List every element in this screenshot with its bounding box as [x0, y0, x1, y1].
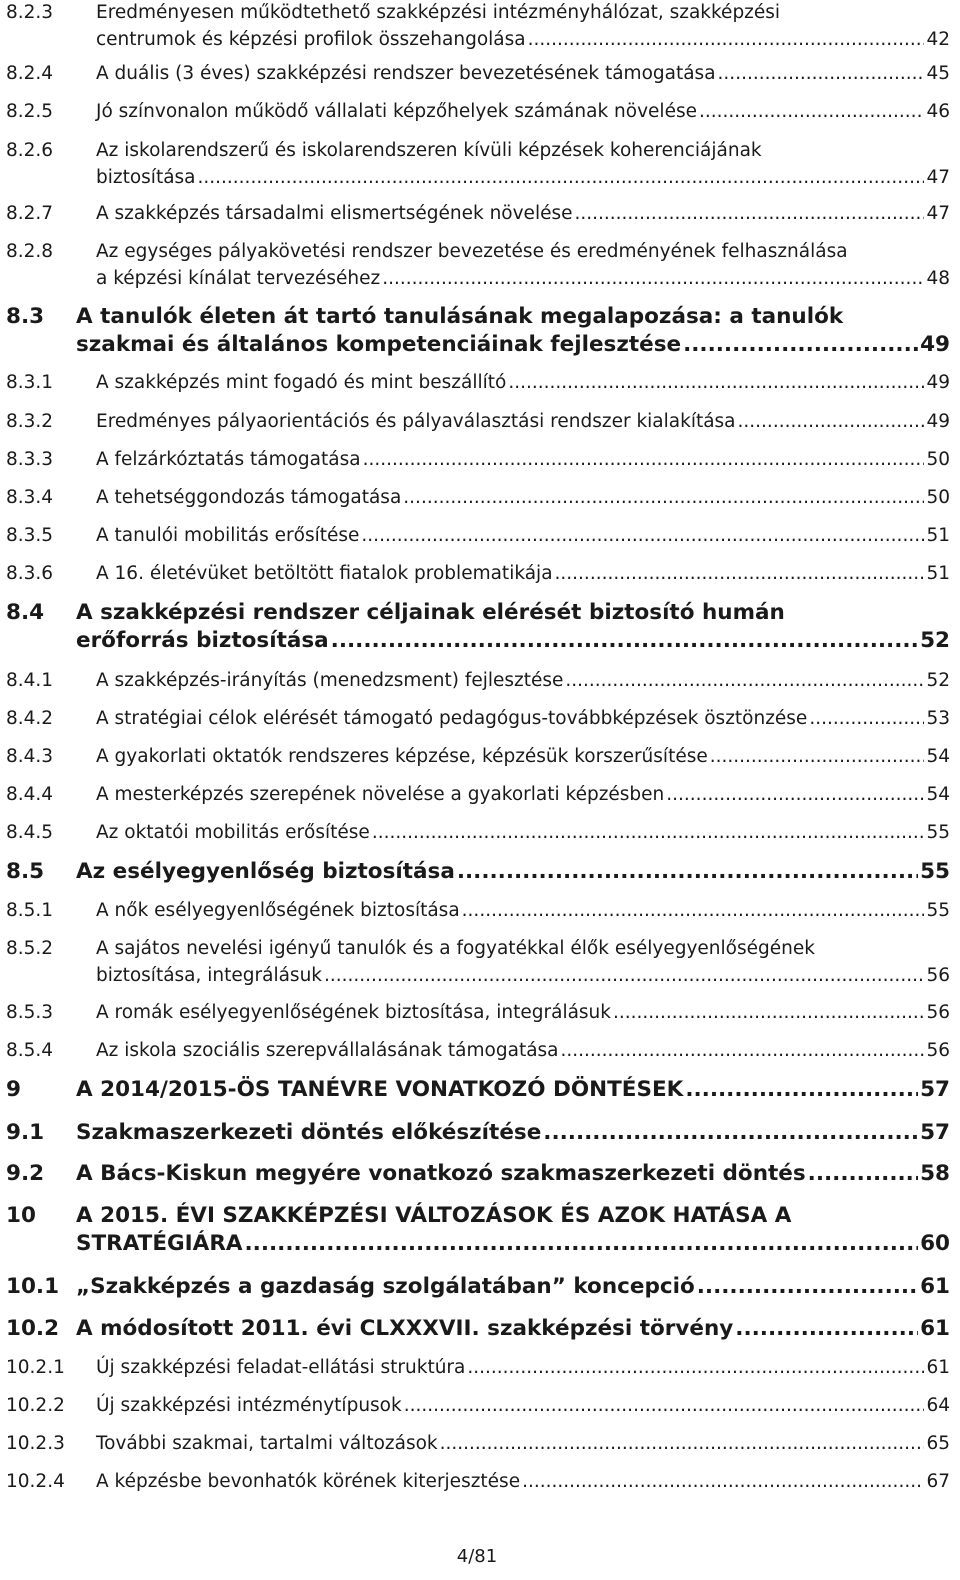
toc-leader-dots: [710, 746, 925, 767]
toc-entry-title-line: A 2015. ÉVI SZAKKÉPZÉSI VÁLTOZÁSOK ÉS AZOK HATÁSA A: [76, 1203, 792, 1228]
toc-entry-title-line: A tanulók életen át tartó tanulásának megalapozása: a tanulók: [76, 304, 844, 329]
toc-entry-page: 56: [926, 1002, 950, 1023]
toc-entry-number: 8.3.2: [6, 411, 54, 432]
toc-leader-dots: [561, 1040, 925, 1061]
toc-entry-number: 8.2.5: [6, 101, 54, 122]
toc-entry-page: 53: [926, 708, 950, 729]
toc-entry-title-line: centrumok és képzési profilok összehangolása: [96, 29, 526, 50]
toc-entry-number: 8.2.7: [6, 203, 54, 224]
toc-entry-title-line: A stratégiai célok elérését támogató pedagógus-továbbképzések ösztönzése: [96, 708, 808, 729]
toc-entry-title-line: A képzésbe bevonhatók körének kiterjesztése: [96, 1471, 521, 1492]
toc-entry-title-line: Jó színvonalon működő vállalati képzőhelyek számának növelése: [96, 101, 697, 122]
toc-entry-title: [96, 746, 950, 773]
toc-entry-title-line: A duális (3 éves) szakképzési rendszer bevezetésének támogatása: [96, 63, 716, 84]
toc-entry-title-line: „Szakképzés a gazdaság szolgálatában” koncepció: [76, 1274, 695, 1299]
toc-entry-title: [96, 140, 950, 194]
toc-entry-title: [76, 1161, 950, 1189]
toc-entry-title: [96, 1357, 950, 1384]
toc-entry-number: 10: [6, 1203, 36, 1228]
toc-entry-page: 56: [926, 965, 950, 986]
toc-entry-title-line: Az esélyegyenlőség biztosítása: [76, 859, 455, 884]
toc-entry-title-line: A sajátos nevelési igényű tanulók és a fogyatékkal élők esélyegyenlőségének: [96, 938, 815, 959]
toc-entry-number: 8.2.3: [6, 2, 54, 23]
toc-entry-page: 55: [920, 859, 950, 884]
toc-leader-dots: [462, 900, 925, 921]
toc-leader-dots: [245, 1231, 919, 1256]
toc-entry-title: [96, 784, 950, 811]
toc-entry-title-line: További szakmai, tartalmi változások: [96, 1433, 438, 1454]
toc-leader-dots: [697, 1274, 918, 1299]
toc-entry-title: [96, 241, 950, 295]
toc-entry-title-line: A 2014/2015-ÖS TANÉVRE VONATKOZÓ DÖNTÉSEK: [76, 1077, 684, 1102]
toc-entry-page: 46: [926, 101, 950, 122]
toc-entry-title-line: erőforrás biztosítása: [76, 628, 329, 653]
toc-entry-number: 8.5.2: [6, 938, 54, 959]
toc-entry-page: 51: [926, 525, 950, 546]
toc-entry-title: [96, 101, 950, 128]
toc-entry-number: 10.2.2: [6, 1395, 65, 1416]
toc-entry-title: [96, 411, 950, 438]
page-footer: [0, 1546, 960, 1567]
toc-entry-number: 8.4: [6, 600, 45, 625]
toc-entry-page: 57: [920, 1120, 950, 1145]
toc-entry-page: 42: [926, 29, 950, 50]
toc-leader-dots: [403, 487, 924, 508]
toc-entry-title: [96, 1040, 950, 1067]
toc-entry-title: [96, 2, 950, 56]
toc-entry-number: 8.4.3: [6, 746, 54, 767]
toc-entry-title-line: Eredményes pályaorientációs és pályaválasztási rendszer kialakítása: [96, 411, 736, 432]
toc-entry-number: 10.2: [6, 1316, 60, 1341]
toc-leader-dots: [361, 525, 924, 546]
toc-entry-page: 61: [920, 1316, 950, 1341]
toc-entry-page: 50: [926, 487, 950, 508]
toc-leader-dots: [440, 1433, 925, 1454]
toc-entry-page: 47: [926, 203, 950, 224]
toc-leader-dots: [198, 167, 925, 188]
toc-entry-number: 8.2.6: [6, 140, 54, 161]
toc-entry-page: 64: [926, 1395, 950, 1416]
toc-leader-dots: [574, 203, 924, 224]
toc-entry-title: [96, 563, 950, 590]
toc-leader-dots: [372, 822, 925, 843]
toc-entry-title: [96, 1395, 950, 1422]
toc-entry-number: 9: [6, 1077, 21, 1102]
toc-leader-dots: [718, 63, 925, 84]
toc-entry-number: 8.3.4: [6, 487, 54, 508]
toc-entry-title-line: A szakképzés mint fogadó és mint beszállító: [96, 372, 507, 393]
toc-entry-title-line: A mesterképzés szerepének növelése a gyakorlati képzésben: [96, 784, 665, 805]
toc-entry-number: 8.2.4: [6, 63, 54, 84]
toc-entry-page: 52: [926, 670, 950, 691]
toc-entry-title: [96, 63, 950, 90]
toc-leader-dots: [809, 708, 924, 729]
toc-entry-title: [76, 1077, 950, 1105]
toc-entry-page: 50: [926, 449, 950, 470]
toc-entry-title-line: A nők esélyegyenlőségének biztosítása: [96, 900, 460, 921]
toc-entry-title-line: STRATÉGIÁRA: [76, 1231, 243, 1256]
toc-entry-title-line: A szakképzési rendszer céljainak elérését biztosító humán: [76, 600, 785, 625]
toc-entry-title: [96, 449, 950, 476]
toc-entry-number: 8.4.1: [6, 670, 54, 691]
toc-entry-title: [96, 372, 950, 399]
toc-entry-title-line: A gyakorlati oktatók rendszeres képzése, képzésük korszerűsítése: [96, 746, 708, 767]
toc-entry-title: [76, 1316, 950, 1344]
toc-leader-dots: [324, 965, 924, 986]
toc-entry-number: 8.3.1: [6, 372, 54, 393]
toc-entry-title-line: Az egységes pályakövetési rendszer bevezetése és eredményének felhasználása: [96, 241, 848, 262]
toc-entry-title-line: Eredményesen működtethető szakképzési intézményhálózat, szakképzési: [96, 2, 781, 23]
toc-entry-page: 55: [926, 822, 950, 843]
toc-entry-number: 8.2.8: [6, 241, 54, 262]
toc-entry-title: [96, 900, 950, 927]
toc-entry-title: [96, 1002, 950, 1029]
toc-leader-dots: [404, 1395, 925, 1416]
toc-entry-page: 47: [926, 167, 950, 188]
toc-entry-title: [96, 822, 950, 849]
toc-leader-dots: [528, 29, 925, 50]
toc-entry-number: 10.1: [6, 1274, 60, 1299]
toc-entry-title: [96, 1471, 950, 1498]
toc-entry-page: 55: [926, 900, 950, 921]
toc-entry-page: 65: [926, 1433, 950, 1454]
toc-entry-title: [76, 1203, 950, 1259]
toc-entry-number: 8.3.6: [6, 563, 54, 584]
toc-entry-title: [76, 600, 950, 656]
toc-entry-title: [96, 1433, 950, 1460]
toc-leader-dots: [555, 563, 925, 584]
toc-leader-dots: [699, 101, 924, 122]
toc-entry-page: 49: [920, 332, 950, 357]
toc-entry-title-line: Az oktatói mobilitás erősítése: [96, 822, 370, 843]
toc-entry-title: [76, 1120, 950, 1148]
toc-entry-title-line: A szakképzés társadalmi elismertségének növelése: [96, 203, 573, 224]
toc-leader-dots: [613, 1002, 924, 1023]
toc-entry-title-line: Új szakképzési feladat-ellátási struktúra: [96, 1357, 466, 1378]
toc-leader-dots: [331, 628, 918, 653]
toc-entry-title-line: Az iskola szociális szerepvállalásának támogatása: [96, 1040, 559, 1061]
toc-entry-number: 8.4.5: [6, 822, 54, 843]
toc-entry-number: 8.5: [6, 859, 45, 884]
toc-entry-title-line: A tanulói mobilitás erősítése: [96, 525, 360, 546]
toc-leader-dots: [666, 784, 924, 805]
toc-entry-page: 60: [920, 1231, 950, 1256]
toc-entry-title-line: Új szakképzési intézménytípusok: [96, 1395, 402, 1416]
toc-entry-title: [96, 938, 950, 992]
toc-leader-dots: [565, 670, 924, 691]
toc-entry-title-line: A szakképzés-irányítás (menedzsment) fejlesztése: [96, 670, 564, 691]
toc-entry-number: 8.5.4: [6, 1040, 54, 1061]
toc-entry-title: [96, 708, 950, 735]
toc-entry-number: 10.2.1: [6, 1357, 65, 1378]
toc-entry-title-line: A romák esélyegyenlőségének biztosítása, integrálásuk: [96, 1002, 611, 1023]
toc-entry-number: 10.2.3: [6, 1433, 65, 1454]
toc-entry-number: 8.3.5: [6, 525, 54, 546]
toc-entry-title-line: Az iskolarendszerű és iskolarendszeren kívüli képzések koherenciájának: [96, 140, 762, 161]
toc-entry-title: [96, 203, 950, 230]
toc-entry-title-line: biztosítása, integrálásuk: [96, 965, 323, 986]
toc-leader-dots: [457, 859, 918, 884]
toc-entry-page: 49: [926, 411, 950, 432]
toc-entry-title: [96, 525, 950, 552]
toc-entry-page: 54: [926, 784, 950, 805]
toc-entry-title: [76, 859, 950, 887]
toc-leader-dots: [683, 332, 918, 357]
toc-entry-title-line: A tehetséggondozás támogatása: [96, 487, 402, 508]
toc-entry-title-line: A módosított 2011. évi CLXXXVII. szakképzési törvény: [76, 1316, 734, 1341]
toc-leader-dots: [685, 1077, 918, 1102]
toc-entry-page: 48: [926, 268, 950, 289]
toc-entry-title: [76, 304, 950, 360]
toc-entry-page: 67: [926, 1471, 950, 1492]
toc-entry-title-line: A 16. életévüket betöltött fiatalok problematikája: [96, 563, 553, 584]
toc-leader-dots: [738, 411, 925, 432]
toc-entry-page: 49: [926, 372, 950, 393]
toc-entry-title: [96, 670, 950, 697]
toc-leader-dots: [363, 449, 925, 470]
toc-leader-dots: [382, 268, 924, 289]
page-number: 4/81: [456, 1546, 498, 1567]
toc-entry-page: 58: [920, 1161, 950, 1186]
toc-leader-dots: [735, 1316, 918, 1341]
toc-entry-title: [96, 487, 950, 514]
toc-leader-dots: [808, 1161, 918, 1186]
toc-entry-page: 52: [920, 628, 950, 653]
toc-leader-dots: [522, 1471, 924, 1492]
toc-entry-title-line: A Bács-Kiskun megyére vonatkozó szakmaszerkezeti döntés: [76, 1161, 806, 1186]
toc-entry-page: 61: [926, 1357, 950, 1378]
toc-entry-page: 51: [926, 563, 950, 584]
toc-entry-number: 8.5.1: [6, 900, 54, 921]
toc-entry-title-line: Szakmaszerkezeti döntés előkészítése: [76, 1120, 542, 1145]
toc-entry-page: 56: [926, 1040, 950, 1061]
toc-entry-number: 8.3.3: [6, 449, 54, 470]
toc-entry-number: 8.4.4: [6, 784, 54, 805]
toc-leader-dots: [508, 372, 924, 393]
toc-entry-number: 9.2: [6, 1161, 45, 1186]
toc-entry-page: 45: [926, 63, 950, 84]
toc-entry-page: 57: [920, 1077, 950, 1102]
toc-entry-title-line: a képzési kínálat tervezéséhez: [96, 268, 381, 289]
toc-entry-title-line: A felzárkóztatás támogatása: [96, 449, 361, 470]
toc-entry-number: 8.5.3: [6, 1002, 54, 1023]
toc-entry-number: 10.2.4: [6, 1471, 65, 1492]
toc-entry-number: 8.4.2: [6, 708, 54, 729]
toc-entry-number: 8.3: [6, 304, 45, 329]
toc-entry-title-line: szakmai és általános kompetenciáinak fejlesztése: [76, 332, 682, 357]
toc-leader-dots: [543, 1120, 918, 1145]
toc-entry-number: 9.1: [6, 1120, 45, 1145]
toc-entry-title-line: biztosítása: [96, 167, 196, 188]
toc-entry-title: [76, 1274, 950, 1302]
toc-entry-page: 54: [926, 746, 950, 767]
toc-entry-page: 61: [920, 1274, 950, 1299]
toc-leader-dots: [467, 1357, 924, 1378]
